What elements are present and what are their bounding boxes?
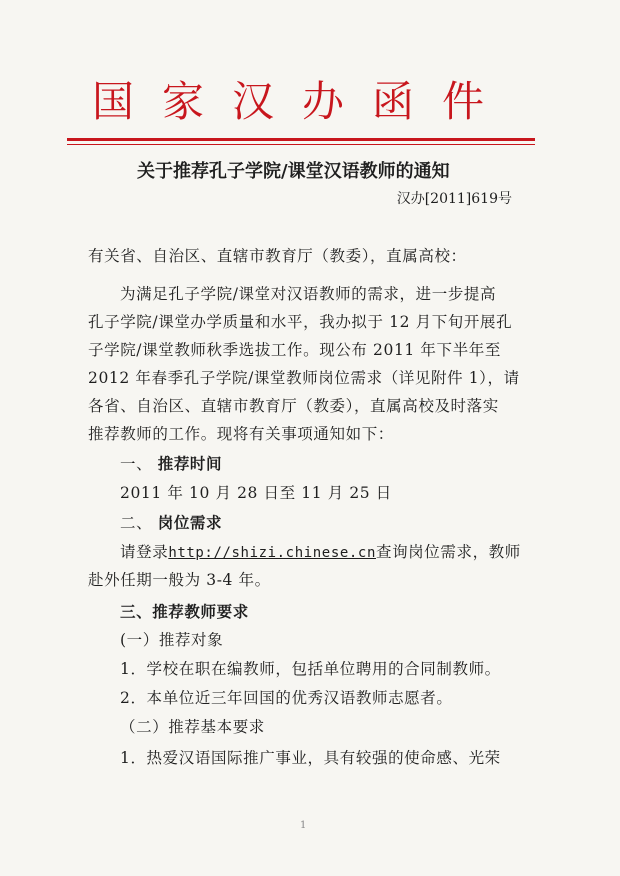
section2-heading-num: 二、 <box>120 514 153 532</box>
intro-line: 推荐教师的工作。现将有关事项通知如下： <box>88 425 394 443</box>
section2-line1 <box>120 540 521 565</box>
intro-line: 2012 年春季孔子学院/课堂教师岗位需求（详见附件 1），请 <box>88 369 520 387</box>
letterhead-rule-thin <box>67 144 535 145</box>
section3-heading: 三、推荐教师要求 <box>120 602 249 621</box>
page-number: 1 <box>300 820 307 831</box>
section2-line1-after: 查询岗位需求，教师 <box>375 543 521 561</box>
section1-content: 2011 年 10 月 28 日至 11 月 25 日 <box>120 484 392 502</box>
section1-heading-num: 一、 <box>120 455 153 473</box>
intro-line: 为满足孔子学院/课堂对汉语教师的需求，进一步提高 <box>120 285 497 303</box>
section2-line2: 赴外任期一般为 3-4 年。 <box>88 571 271 589</box>
section3-sub2-item: 1．热爱汉语国际推广事业，具有较强的使命感、光荣 <box>120 749 501 767</box>
section2-heading <box>120 511 222 535</box>
intro-line: 各省、自治区、直辖市教育厅（教委），直属高校及时落实 <box>88 397 499 415</box>
section2-heading-text: 岗位需求 <box>157 513 223 532</box>
section3-sub1-heading: (一）推荐对象 <box>120 631 224 649</box>
document-title: 关于推荐孔子学院/课堂汉语教师的通知 <box>137 161 450 182</box>
intro-line: 孔子学院/课堂办学质量和水平，我办拟于 12 月下旬开展孔 <box>88 313 513 331</box>
section1-heading <box>120 452 222 476</box>
section3-sub2-heading: （二）推荐基本要求 <box>120 718 265 736</box>
letterhead-rule-thick <box>67 138 535 141</box>
website-link[interactable]: http://shizi.chinese.cn <box>168 545 376 561</box>
section3-sub1-item: 1．学校在职在编教师，包括单位聘用的合同制教师。 <box>120 660 501 678</box>
letterhead-title: 国家汉办函件 <box>92 77 513 126</box>
document-number: 汉办[2011]619号 <box>396 191 512 207</box>
recipient-line: 有关省、自治区、直辖市教育厅（教委），直属高校： <box>88 247 467 265</box>
section1-heading-text: 推荐时间 <box>157 454 223 473</box>
intro-line: 子学院/课堂教师秋季选拔工作。现公布 2011 年下半年至 <box>88 341 501 359</box>
section3-sub1-item: 2．本单位近三年回国的优秀汉语教师志愿者。 <box>120 689 453 707</box>
section2-line1-before: 请登录 <box>120 543 169 561</box>
